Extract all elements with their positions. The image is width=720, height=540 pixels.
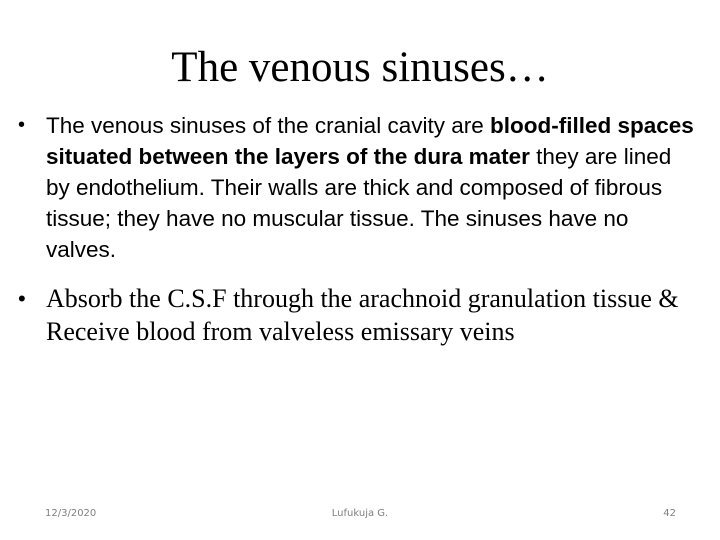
bullet-1-text-start: The venous sinuses of the cranial cavity are xyxy=(46,113,490,138)
slide-title: The venous sinuses… xyxy=(171,44,549,91)
bullet-text-1 xyxy=(18,110,700,265)
bullet-1-text-end: they are lined by endothelium. Their walls are thick and composed of fibrous tissue; they have no muscular tissue. The sinuses have no valves. xyxy=(46,144,672,262)
bullet-1-bold-text: blood-filled spaces situated between the layers of the dura mater xyxy=(46,113,694,169)
footer-date: 12/3/2020 xyxy=(45,508,97,519)
bullet-marker: • xyxy=(18,286,26,311)
footer-page-number: 42 xyxy=(663,508,676,519)
bullet-item-2 xyxy=(18,282,700,348)
bullet-item-1 xyxy=(18,110,700,265)
bullet-marker: • xyxy=(18,114,26,136)
bullet-text-2: Absorb the C.S.F through the arachnoid granulation tissue & Receive blood from valveless emissary veins xyxy=(46,284,679,346)
footer-author: Lufukuja G. xyxy=(331,508,389,519)
